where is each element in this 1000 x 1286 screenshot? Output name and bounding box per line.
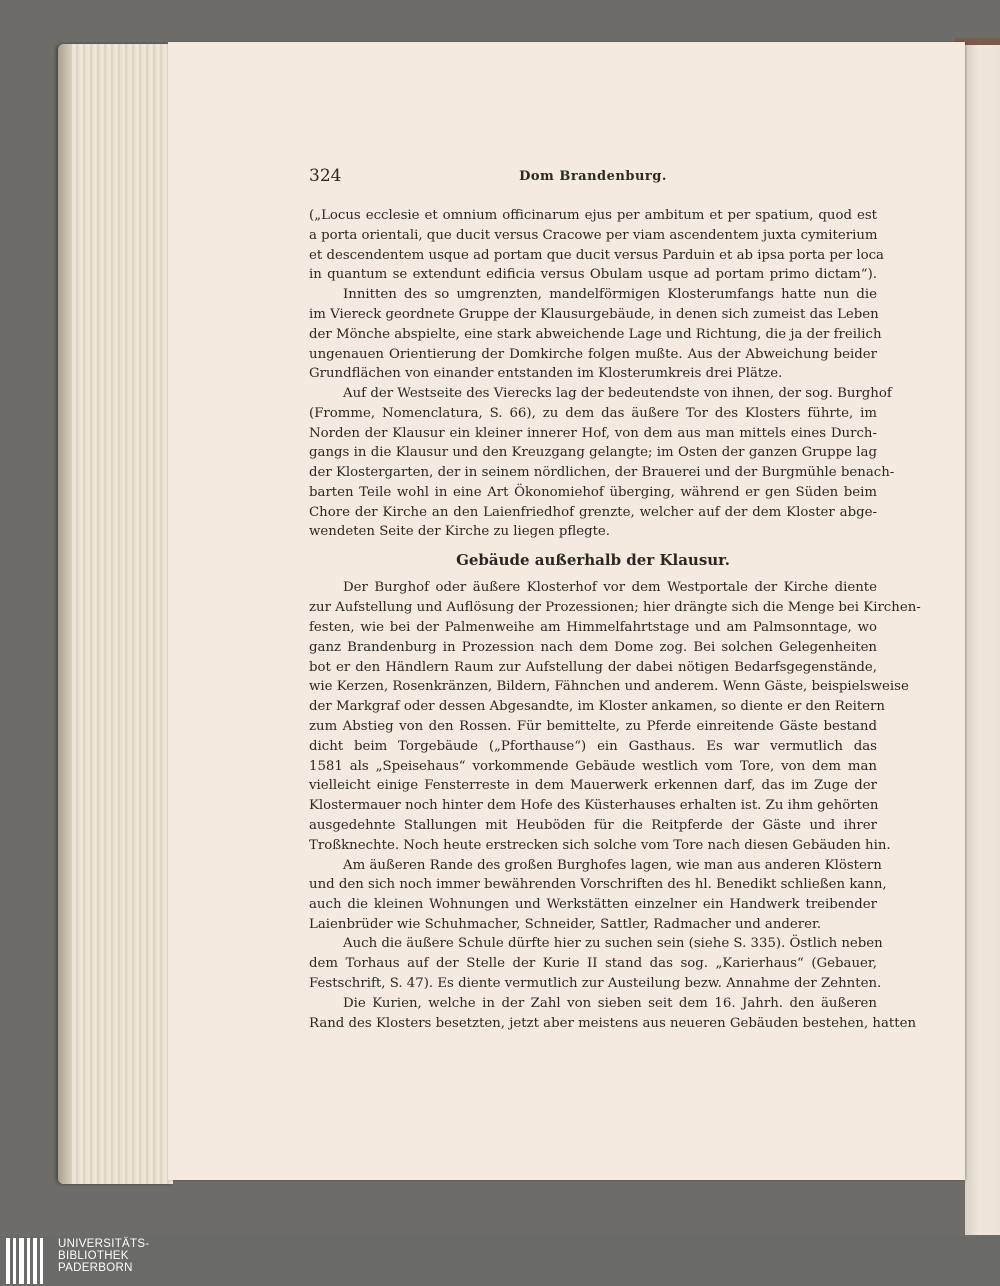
text-line: Grundflächen von einander entstanden im Klosterumkreis drei Plätze.	[309, 366, 783, 381]
footer-bar	[0, 1236, 1000, 1286]
text-line: ganz Brandenburg in Prozession nach dem Dome zog. Bei solchen Gelegenheiten	[309, 640, 877, 655]
text-line: Auf der Westseite des Vierecks lag der bedeutendste von ihnen, der sog. Burghof	[343, 386, 892, 401]
facing-page	[965, 45, 1000, 1235]
text-line: der Mönche abspielte, eine stark abweichende Lage und Richtung, die ja der freilich	[309, 327, 882, 342]
text-line: im Viereck geordnete Gruppe der Klausurgebäude, in denen sich zumeist das Leben	[309, 307, 879, 322]
text-line: a porta orientali, que ducit versus Cracowe per viam ascendentem juxta cymiterium	[309, 228, 878, 243]
text-line: et descendentem usque ad portam que ducit versus Parduin et ab ipsa porta per loca	[309, 248, 884, 263]
text-line: Der Burghof oder äußere Klosterhof vor dem Westportale der Kirche diente	[343, 580, 877, 595]
text-line: Rand des Klosters besetzten, jetzt aber meistens aus neueren Gebäuden bestehen, hatten	[309, 1016, 917, 1031]
library-name-line1: UNIVERSITÄTS-	[58, 1238, 150, 1250]
page-stack-edge	[58, 44, 173, 1184]
text-line: Norden der Klausur ein kleiner innerer Hof, von dem aus man mittels eines Durch-	[309, 426, 877, 441]
text-line: dem Torhaus auf der Stelle der Kurie II stand das sog. „Karierhaus“ (Gebauer,	[309, 956, 877, 971]
section-heading: Gebäude außerhalb der Klausur.	[456, 551, 730, 569]
text-line: der Markgraf oder dessen Abgesandte, im Kloster ankamen, so diente er den Reitern	[309, 699, 885, 714]
text-line: Innitten des so umgrenzten, mandelförmigen Klosterumfangs hatte nun die	[343, 287, 877, 302]
text-line: Klostermauer noch hinter dem Hofe des Küsterhauses erhalten ist. Zu ihm gehörten	[309, 798, 879, 813]
page-header	[309, 166, 877, 188]
book-spine-shadow	[58, 44, 72, 1184]
text-line: Am äußeren Rande des großen Burghofes lagen, wie man aus anderen Klöstern	[343, 858, 882, 873]
library-name-line2: BIBLIOTHEK	[58, 1250, 129, 1262]
text-line: dicht beim Torgebäude („Pforthause“) ein Gasthaus. Es war vermutlich das	[309, 739, 877, 754]
text-line: Chore der Kirche an den Laienfriedhof grenzte, welcher auf der dem Kloster abge-	[309, 505, 877, 520]
text-line: wendeten Seite der Kirche zu liegen pflegte.	[309, 524, 611, 539]
text-line: zur Aufstellung und Auflösung der Prozessionen; hier drängte sich die Menge bei Kirchen-	[309, 600, 921, 615]
text-line: Troßknechte. Noch heute erstrecken sich solche vom Tore nach diesen Gebäuden hin.	[309, 838, 891, 853]
text-line: gangs in die Klausur und den Kreuzgang gelangte; im Osten der ganzen Gruppe lag	[309, 445, 877, 460]
text-line: („Locus ecclesie et omnium officinarum ejus per ambitum et per spatium, quod est	[309, 208, 877, 223]
page-number: 324	[309, 166, 342, 186]
text-line: zum Abstieg von den Rossen. Für bemittelte, zu Pferde einreitende Gäste bestand	[309, 719, 877, 734]
text-line: wie Kerzen, Rosenkränzen, Bildern, Fähnchen und anderem. Wenn Gäste, beispielsweise	[309, 679, 909, 694]
text-line: festen, wie bei der Palmenweihe am Himmelfahrtstage und am Palmsonntage, wo	[309, 620, 877, 635]
text-line: barten Teile wohl in eine Art Ökonomiehof überging, während er gen Süden beim	[309, 485, 877, 500]
text-line: Festschrift, S. 47). Es diente vermutlich zur Austeilung bezw. Annahme der Zehnten.	[309, 976, 882, 991]
running-title: Dom Brandenburg.	[519, 169, 667, 184]
text-line: auch die kleinen Wohnungen und Werkstätten einzelner ein Handwerk treibender	[309, 897, 877, 912]
library-name-line3: PADERBORN	[58, 1262, 133, 1274]
text-line: vielleicht einige Fensterreste in dem Mauerwerk erkennen darf, das im Zuge der	[309, 778, 877, 793]
text-line: ausgedehnte Stallungen mit Heuböden für die Reitpferde der Gäste und ihrer	[309, 818, 877, 833]
library-logo-icon	[6, 1238, 48, 1284]
text-line: und den sich noch immer bewährenden Vorschriften des hl. Benedikt schließen kann,	[309, 877, 887, 892]
text-line: in quantum se extendunt edificia versus Obulam usque ad portam primo dictam“).	[309, 267, 877, 282]
text-line: ungenauen Orientierung der Domkirche folgen mußte. Aus der Abweichung beider	[309, 347, 877, 362]
text-line: bot er den Händlern Raum zur Aufstellung der dabei nötigen Bedarfsgegenstände,	[309, 660, 877, 675]
text-line: (Fromme, Nomenclatura, S. 66), zu dem das äußere Tor des Klosters führte, im	[309, 406, 877, 421]
text-line: der Klostergarten, der in seinem nördlichen, der Brauerei und der Burgmühle benach-	[309, 465, 895, 480]
text-line: Laienbrüder wie Schuhmacher, Schneider, Sattler, Radmacher und anderer.	[309, 917, 822, 932]
text-line: 1581 als „Speisehaus“ vorkommende Gebäude westlich vom Tore, von dem man	[309, 759, 877, 774]
text-line: Die Kurien, welche in der Zahl von sieben seit dem 16. Jahrh. den äußeren	[343, 996, 877, 1011]
text-line: Auch die äußere Schule dürfte hier zu suchen sein (siehe S. 335). Östlich neben	[343, 936, 883, 951]
